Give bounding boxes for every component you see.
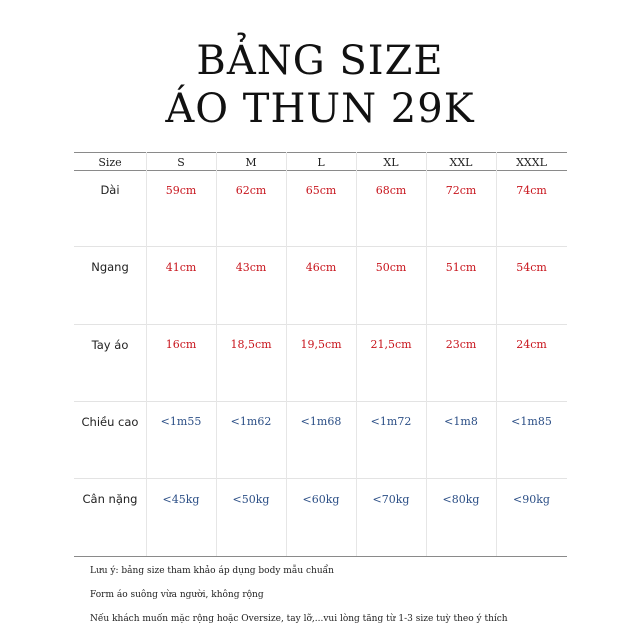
table-cell-value: 16cm — [165, 338, 197, 351]
table-cell-value: <1m55 — [160, 415, 202, 428]
table-cell-value: 51cm — [445, 260, 477, 274]
table-cell-value: 46cm — [305, 260, 337, 274]
table-cell-value: 24cm — [516, 338, 547, 351]
row-label: Cân nặng — [82, 492, 138, 506]
table-bottom-rule — [74, 556, 567, 557]
table-cell-value: <1m85 — [511, 415, 552, 428]
size-header-s: S — [177, 155, 185, 169]
table-cell-value: <1m62 — [230, 415, 272, 428]
table-cell-value: 68cm — [375, 183, 407, 197]
row-label: Chiều cao — [81, 414, 139, 429]
table-cell-value: 62cm — [235, 183, 267, 197]
table-cell-value: <60kg — [302, 492, 340, 506]
row-label: Tay áo — [91, 337, 129, 352]
table-cell-value: <70kg — [372, 492, 410, 506]
size-column-header: Size — [98, 155, 122, 169]
table-cell-value: <80kg — [442, 492, 480, 506]
table-cell-value: 41cm — [165, 260, 197, 274]
table-cell-value: 43cm — [235, 260, 267, 274]
note-line: Lưu ý: bảng size tham khảo áp dụng body mẫu chuẩn — [90, 566, 334, 576]
table-cell-value: 54cm — [516, 260, 547, 274]
table-cell-value: 59cm — [165, 183, 197, 197]
table-cell-value: <45kg — [162, 492, 200, 506]
size-header-xl: XL — [383, 155, 399, 169]
table-cell-value: <50kg — [232, 492, 270, 506]
table-cell-value: 72cm — [445, 183, 477, 197]
title-line-2: ÁO THUN 29K — [165, 86, 475, 132]
table-cell-value: <1m72 — [370, 415, 412, 428]
size-table — [74, 152, 567, 556]
title-line-1: BẢNG SIZE — [196, 38, 444, 84]
table-cell-value: <1m68 — [300, 415, 342, 428]
size-header-m: M — [245, 155, 257, 169]
table-cell-value: <90kg — [513, 492, 550, 506]
note-line: Nếu khách muốn mặc rộng hoặc Oversize, tay lỡ,...vui lòng tăng từ 1-3 size tuỳ theo ý thích — [90, 614, 508, 624]
table-cell-value: 19,5cm — [300, 338, 342, 351]
size-header-xxl: XXL — [449, 155, 473, 169]
table-cell-value: <1m8 — [444, 415, 478, 428]
table-cell-value: 18,5cm — [230, 338, 272, 351]
size-header-xxxl: XXXL — [516, 155, 547, 169]
row-label: Ngang — [91, 260, 129, 274]
table-cell-value: 65cm — [305, 183, 337, 197]
table-cell-value: 23cm — [445, 338, 477, 351]
table-cell-value: 74cm — [516, 183, 547, 197]
row-label: Dài — [100, 183, 120, 197]
table-cell-value: 21,5cm — [370, 338, 412, 351]
size-header-l: L — [317, 155, 325, 169]
note-line: Form áo suông vừa người, không rộng — [90, 590, 264, 600]
table-cell-value: 50cm — [375, 260, 407, 274]
